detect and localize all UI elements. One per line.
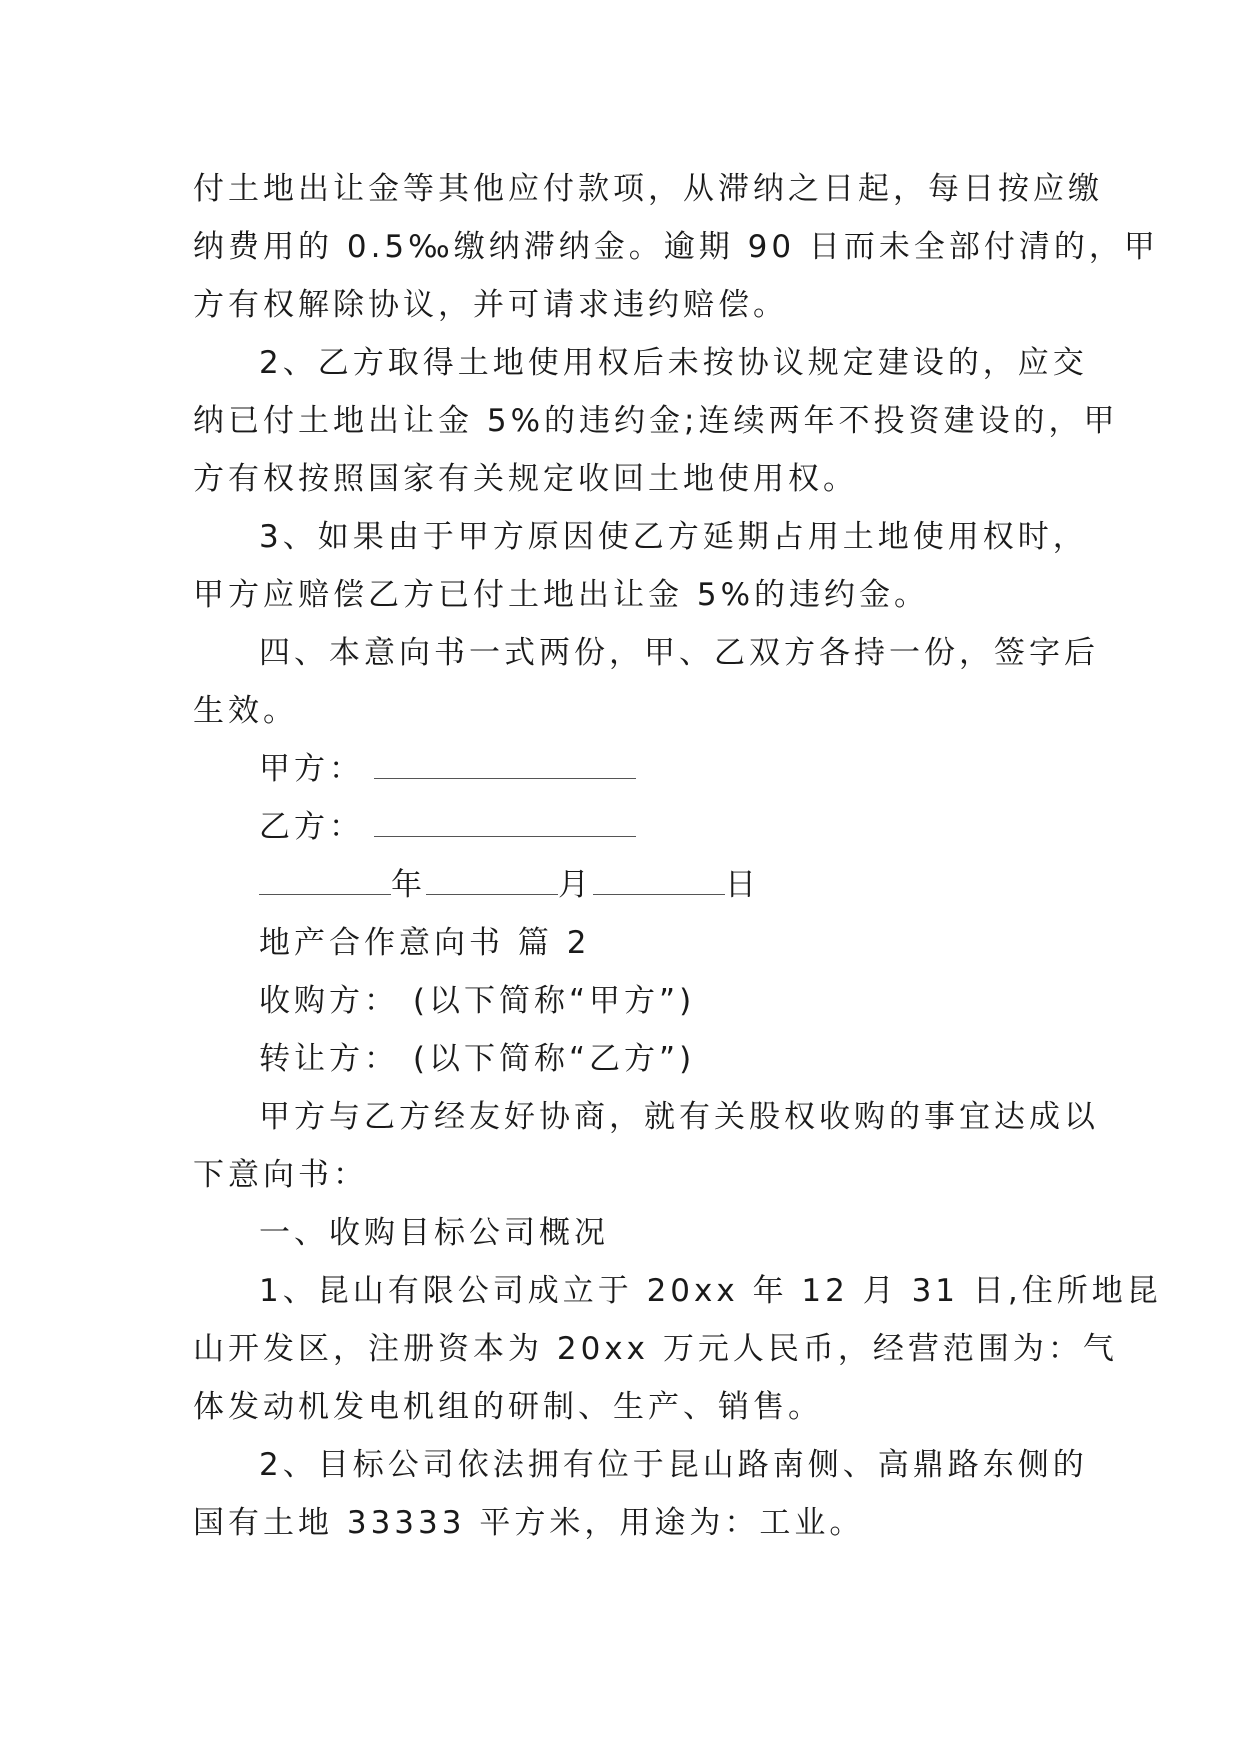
year-blank — [259, 864, 391, 895]
paragraph-line: 体发动机发电机组的研制、生产、销售。 — [193, 1389, 823, 1425]
paragraph-line: 收购方： (以下简称“甲方”) — [259, 983, 696, 1019]
paragraph-line: 山开发区，注册资本为 20xx 万元人民币，经营范围为：气 — [193, 1331, 1118, 1367]
party-b-blank — [374, 806, 636, 837]
day-label: 日 — [725, 867, 760, 903]
paragraph-line: 3、如果由于甲方原因使乙方延期占用土地使用权时， — [259, 519, 1088, 555]
paragraph-line: 转让方： (以下简称“乙方”) — [259, 1041, 696, 1077]
paragraph-line: 方有权解除协议，并可请求违约赔偿。 — [193, 287, 788, 323]
party-a-blank — [374, 748, 636, 779]
year-label: 年 — [391, 867, 426, 903]
paragraph-line: 四、本意向书一式两份，甲、乙双方各持一份，签字后 — [259, 635, 1099, 671]
paragraph-line: 甲方应赔偿乙方已付土地出让金 5%的违约金。 — [193, 577, 930, 613]
day-blank — [593, 864, 725, 895]
month-label: 月 — [558, 867, 593, 903]
party-a-signature-line — [193, 740, 1053, 798]
paragraph-line: 纳已付土地出让金 5%的违约金;连续两年不投资建设的，甲 — [193, 403, 1119, 439]
paragraph-line: 国有土地 33333 平方米，用途为：工业。 — [193, 1505, 865, 1541]
paragraph-line: 2、目标公司依法拥有位于昆山路南侧、高鼎路东侧的 — [259, 1447, 1088, 1483]
section-title: 地产合作意向书 篇 2 — [259, 925, 591, 961]
paragraph-line: 下意向书： — [193, 1157, 368, 1193]
paragraph-line: 纳费用的 0.5‰缴纳滞纳金。逾期 90 日而未全部付清的，甲 — [193, 229, 1159, 265]
paragraph-line: 甲方与乙方经友好协商，就有关股权收购的事宜达成以 — [259, 1099, 1099, 1135]
paragraph-line: 2、乙方取得土地使用权后未按协议规定建设的，应交 — [259, 345, 1088, 381]
document-body — [193, 160, 1162, 1552]
party-b-signature-line — [193, 798, 1053, 856]
paragraph-line: 1、昆山有限公司成立于 20xx 年 12 月 31 日,住所地昆 — [259, 1273, 1162, 1309]
party-a-label: 甲方： — [259, 751, 364, 787]
paragraph-line: 生效。 — [193, 693, 298, 729]
paragraph-line: 付土地出让金等其他应付款项，从滞纳之日起，每日按应缴 — [193, 171, 1103, 207]
month-blank — [426, 864, 558, 895]
party-b-label: 乙方： — [259, 809, 364, 845]
paragraph-line: 方有权按照国家有关规定收回土地使用权。 — [193, 461, 858, 497]
paragraph-line: 一、收购目标公司概况 — [259, 1215, 609, 1251]
date-line — [193, 856, 1053, 914]
